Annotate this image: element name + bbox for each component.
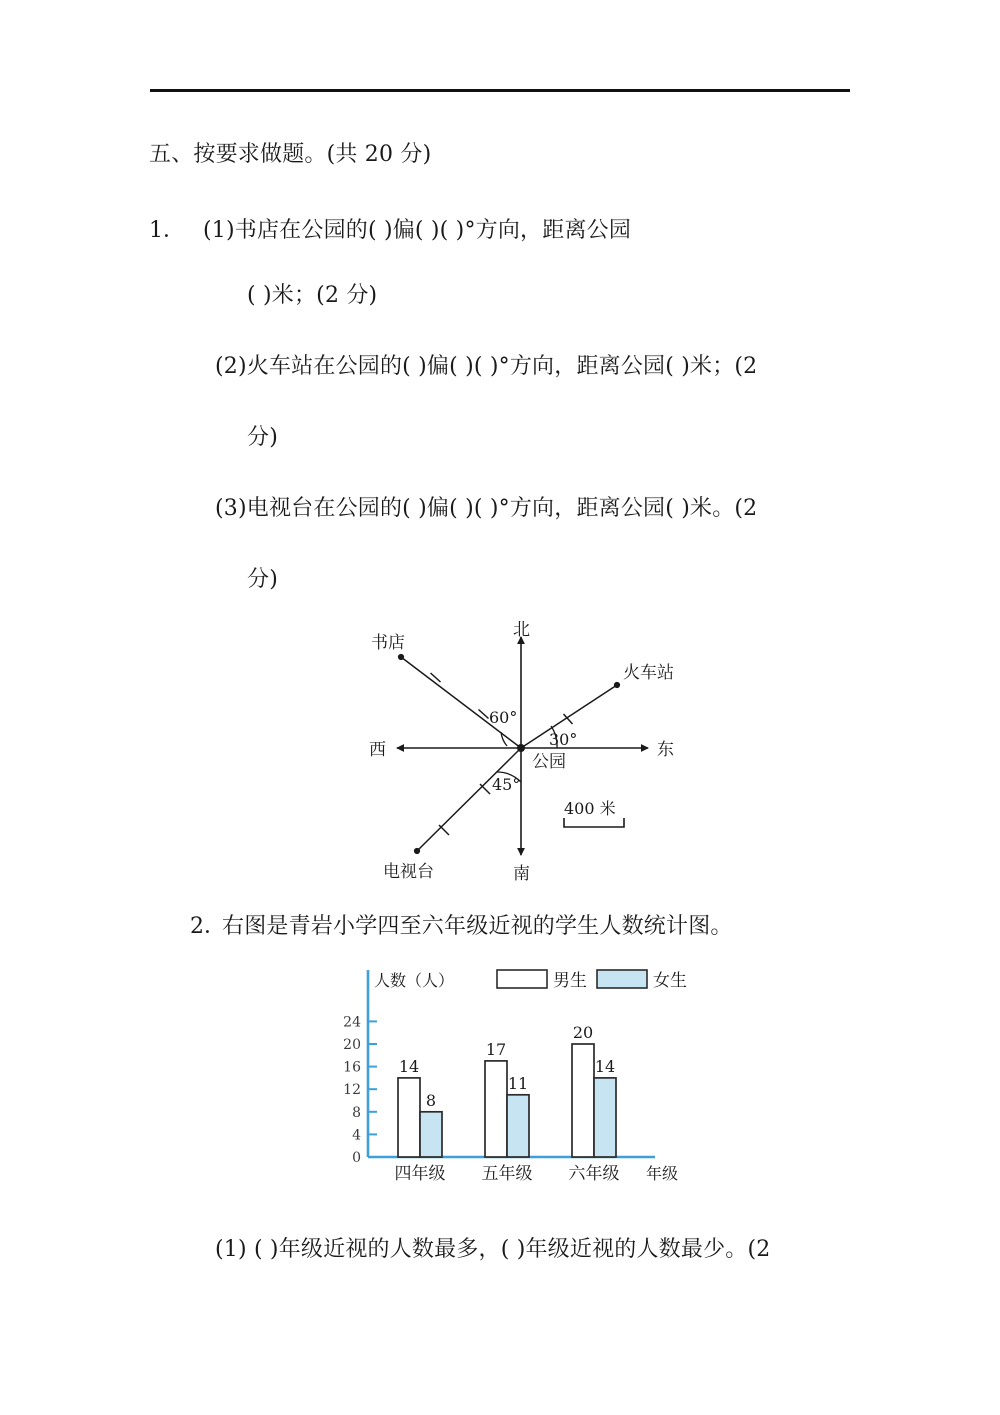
scale-bracket (564, 818, 624, 827)
question-1-line-1: (1)书店在公园的( )偏( )( )°方向，距离公园 (203, 218, 632, 243)
legend-swatch-girls (597, 970, 647, 988)
question-1-line-3: (2)火车站在公园的( )偏( )( )°方向，距离公园( )米；(2 (215, 354, 758, 379)
y-tick-label-0: 0 (352, 1150, 361, 1166)
question-2-sub-line-1: (1) ( )年级近视的人数最多，( )年级近视的人数最少。(2 (215, 1237, 771, 1262)
x-axis-title: 年级 (645, 1164, 679, 1183)
point-train-station (614, 682, 620, 688)
question-2-number: 2． (190, 914, 226, 939)
section-heading: 五、按要求做题。(共 20 分) (149, 142, 432, 167)
bar-value-girls-grade6: 14 (594, 1057, 616, 1076)
point-bookstore (398, 654, 404, 660)
tick-tv-2 (439, 825, 449, 835)
legend-swatch-boys (497, 970, 547, 988)
label-scale: 400 米 (564, 799, 616, 818)
label-angle-tv: 45° (492, 775, 521, 794)
question-1-line-2: ( )米；(2 分) (247, 283, 378, 308)
y-tick-label-20: 20 (343, 1037, 361, 1053)
bar-girls-grade6 (594, 1078, 616, 1157)
label-south: 南 (513, 864, 530, 884)
point-park (517, 744, 525, 752)
question-1-line-6: 分) (247, 567, 278, 592)
label-park: 公园 (532, 752, 566, 772)
ray-tv-station (417, 748, 521, 851)
angle-arc-bookstore (501, 732, 507, 746)
label-north: 北 (513, 620, 530, 640)
y-tick-label-4: 4 (352, 1127, 361, 1144)
bar-boys-grade6 (572, 1044, 594, 1157)
point-tv-station (414, 848, 420, 854)
x-category-label-grade4: 四年级 (394, 1164, 446, 1184)
y-tick-label-24: 24 (343, 1014, 361, 1031)
y-tick-label-8: 8 (352, 1104, 361, 1121)
question-1-line-5: (3)电视台在公园的( )偏( )( )°方向，距离公园( )米。(2 (215, 496, 758, 521)
bar-chart (325, 960, 715, 1195)
bar-value-girls-grade5: 11 (507, 1074, 529, 1093)
label-angle-bookstore: 60° (489, 708, 518, 727)
label-tv-station: 电视台 (383, 862, 434, 882)
bar-girls-grade5 (507, 1095, 529, 1157)
label-west: 西 (369, 740, 386, 760)
bar-girls-grade4 (420, 1112, 442, 1157)
x-category-label-grade5: 五年级 (481, 1164, 533, 1184)
bar-value-boys-grade5: 17 (485, 1040, 507, 1059)
question-1-number: 1． (149, 218, 185, 243)
label-east: 东 (657, 740, 674, 760)
y-axis-title: 人数（人） (374, 971, 455, 990)
bar-value-boys-grade4: 14 (398, 1057, 420, 1076)
bar-boys-grade4 (398, 1078, 420, 1157)
question-1-line-4: 分) (247, 425, 278, 450)
question-2-prompt: 右图是青岩小学四至六年级近视的学生人数统计图。 (222, 914, 733, 939)
scale-bar (564, 799, 624, 827)
x-category-label-grade6: 六年级 (568, 1164, 620, 1184)
bar-boys-grade5 (485, 1061, 507, 1157)
y-tick-label-12: 12 (343, 1082, 361, 1099)
label-angle-train: 30° (549, 730, 578, 749)
legend (497, 970, 687, 991)
legend-label-boys: 男生 (553, 971, 587, 991)
y-tick-marks (368, 1021, 377, 1157)
label-train-station: 火车站 (623, 663, 674, 683)
direction-diagram (355, 615, 705, 895)
legend-label-girls: 女生 (653, 971, 687, 991)
label-bookstore: 书店 (371, 633, 405, 653)
ray-bookstore (401, 657, 521, 748)
bar-value-girls-grade4: 8 (425, 1091, 437, 1110)
y-tick-label-16: 16 (343, 1059, 361, 1076)
page-top-rule (150, 89, 850, 92)
bar-value-boys-grade6: 20 (572, 1023, 594, 1042)
tick-tv-1 (480, 784, 490, 794)
